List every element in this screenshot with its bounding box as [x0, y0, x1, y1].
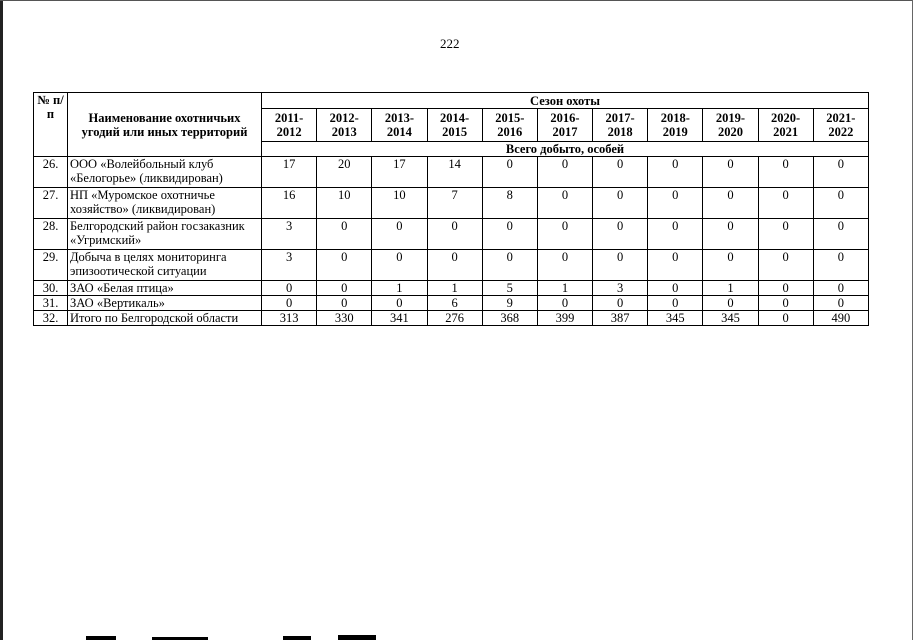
row-value: 0 [703, 296, 758, 311]
row-value: 3 [262, 250, 317, 281]
row-number: 30. [34, 281, 68, 296]
year-header: 2021-2022 [813, 109, 868, 142]
row-value: 0 [537, 219, 592, 250]
row-value: 0 [648, 157, 703, 188]
row-value: 0 [317, 281, 372, 296]
row-value: 345 [703, 311, 758, 326]
row-value: 0 [372, 219, 427, 250]
row-value: 387 [593, 311, 648, 326]
row-value: 0 [537, 296, 592, 311]
year-header: 2011-2012 [262, 109, 317, 142]
row-value: 0 [758, 250, 813, 281]
year-header: 2020-2021 [758, 109, 813, 142]
row-value: 399 [537, 311, 592, 326]
table-row [34, 281, 869, 296]
scan-edge-left [0, 0, 3, 640]
row-value: 16 [262, 188, 317, 219]
row-value: 0 [593, 157, 648, 188]
row-number: 29. [34, 250, 68, 281]
row-name: Белгородский район госзаказник «Угримский» [68, 219, 262, 250]
row-value: 0 [703, 219, 758, 250]
row-name: ЗАО «Белая птица» [68, 281, 262, 296]
page-number: 222 [440, 36, 460, 51]
scan-artifact [86, 636, 116, 640]
row-value: 276 [427, 311, 482, 326]
column-header-season: Сезон охоты [262, 93, 869, 109]
row-value: 10 [372, 188, 427, 219]
row-value: 0 [372, 250, 427, 281]
row-value: 0 [813, 281, 868, 296]
row-value: 0 [317, 296, 372, 311]
row-value: 330 [317, 311, 372, 326]
row-value: 0 [703, 188, 758, 219]
column-header-name: Наименование охотничьих угодий или иных территорий [68, 93, 262, 157]
row-name: НП «Муромское охотничье хозяйство» (ликвидирован) [68, 188, 262, 219]
row-value: 0 [758, 296, 813, 311]
row-value: 17 [372, 157, 427, 188]
row-value: 8 [482, 188, 537, 219]
row-name: ООО «Волейбольный клуб «Белогорье» (ликвидирован) [68, 157, 262, 188]
row-value: 0 [813, 250, 868, 281]
row-value: 0 [262, 281, 317, 296]
row-number: 28. [34, 219, 68, 250]
row-value: 0 [537, 157, 592, 188]
year-header: 2018-2019 [648, 109, 703, 142]
row-value: 341 [372, 311, 427, 326]
row-value: 0 [482, 157, 537, 188]
year-header: 2013-2014 [372, 109, 427, 142]
row-value: 0 [648, 250, 703, 281]
row-number: 26. [34, 157, 68, 188]
row-value: 3 [593, 281, 648, 296]
row-value: 1 [537, 281, 592, 296]
row-value: 0 [648, 219, 703, 250]
row-value: 0 [648, 296, 703, 311]
row-value: 0 [648, 281, 703, 296]
row-number: 31. [34, 296, 68, 311]
row-value: 0 [262, 296, 317, 311]
row-name: ЗАО «Вертикаль» [68, 296, 262, 311]
table-body [34, 157, 869, 326]
row-number: 32. [34, 311, 68, 326]
row-value: 7 [427, 188, 482, 219]
row-value: 0 [813, 157, 868, 188]
row-value: 0 [537, 250, 592, 281]
year-header: 2014-2015 [427, 109, 482, 142]
table-row [34, 250, 869, 281]
row-value: 313 [262, 311, 317, 326]
row-value: 1 [427, 281, 482, 296]
row-value: 0 [758, 157, 813, 188]
year-header: 2016-2017 [537, 109, 592, 142]
table-row [34, 188, 869, 219]
row-value: 0 [317, 250, 372, 281]
row-value: 10 [317, 188, 372, 219]
row-value: 0 [593, 250, 648, 281]
row-value: 0 [703, 250, 758, 281]
row-value: 0 [372, 296, 427, 311]
row-value: 5 [482, 281, 537, 296]
row-value: 0 [427, 219, 482, 250]
row-value: 6 [427, 296, 482, 311]
row-value: 0 [482, 219, 537, 250]
row-value: 0 [758, 188, 813, 219]
row-value: 0 [758, 281, 813, 296]
row-value: 14 [427, 157, 482, 188]
row-value: 490 [813, 311, 868, 326]
row-value: 20 [317, 157, 372, 188]
row-value: 368 [482, 311, 537, 326]
row-value: 0 [758, 311, 813, 326]
row-value: 0 [703, 157, 758, 188]
row-value: 17 [262, 157, 317, 188]
year-header: 2012-2013 [317, 109, 372, 142]
row-value: 0 [813, 219, 868, 250]
row-value: 9 [482, 296, 537, 311]
scan-artifact [338, 635, 376, 640]
row-value: 345 [648, 311, 703, 326]
scan-edge-top [0, 0, 913, 1]
row-value: 0 [813, 296, 868, 311]
row-value: 1 [372, 281, 427, 296]
table-row [34, 219, 869, 250]
row-value: 0 [758, 219, 813, 250]
row-value: 0 [593, 296, 648, 311]
table-row [34, 157, 869, 188]
row-value: 0 [537, 188, 592, 219]
column-subheader-total: Всего добыто, особей [262, 142, 869, 157]
year-header: 2017-2018 [593, 109, 648, 142]
row-value: 1 [703, 281, 758, 296]
row-value: 0 [317, 219, 372, 250]
hunting-table [33, 92, 869, 326]
column-header-number: № п/п [34, 93, 68, 157]
row-value: 0 [813, 188, 868, 219]
row-name: Добыча в целях мониторинга эпизоотической ситуации [68, 250, 262, 281]
scan-artifact [283, 636, 311, 640]
row-value: 0 [593, 188, 648, 219]
row-value: 0 [427, 250, 482, 281]
row-number: 27. [34, 188, 68, 219]
row-name: Итого по Белгородской области [68, 311, 262, 326]
row-value: 0 [593, 219, 648, 250]
row-value: 0 [648, 188, 703, 219]
row-value: 3 [262, 219, 317, 250]
table-row [34, 311, 869, 326]
year-header: 2015-2016 [482, 109, 537, 142]
table-row [34, 296, 869, 311]
row-value: 0 [482, 250, 537, 281]
year-header: 2019-2020 [703, 109, 758, 142]
